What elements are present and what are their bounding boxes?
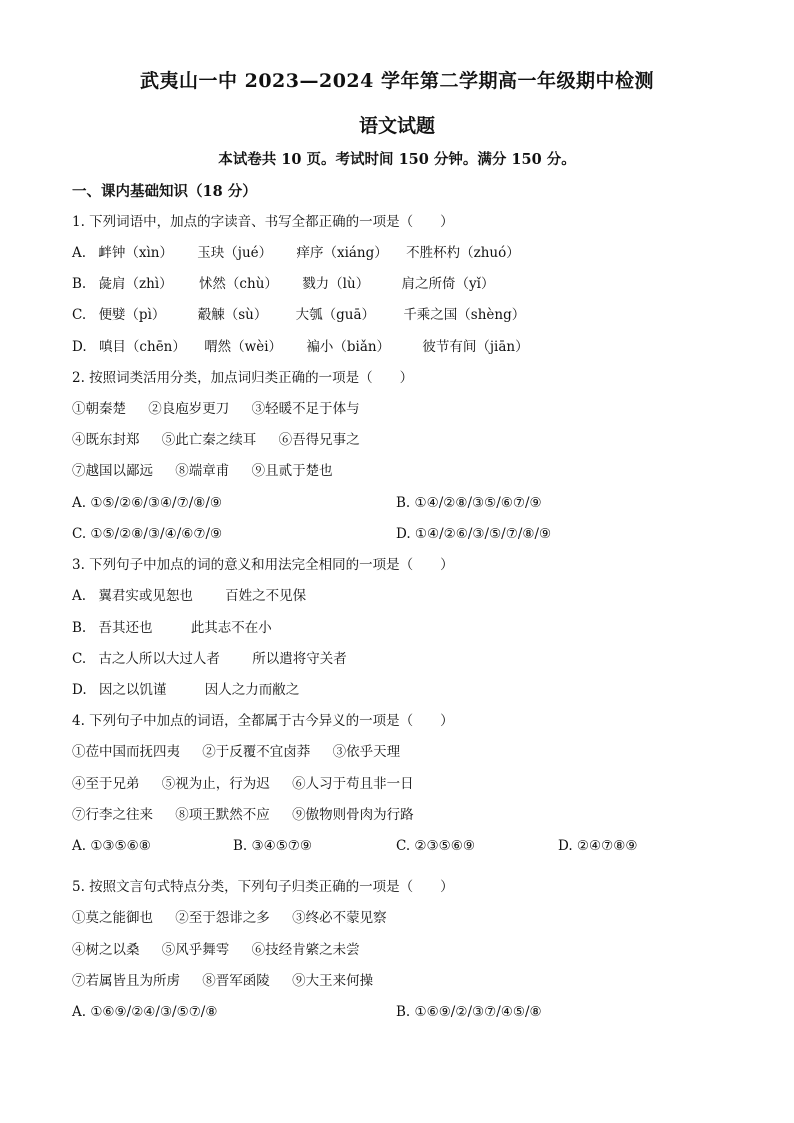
q4-option-b: B. ③④⑤⑦⑨ — [233, 838, 313, 854]
q4-row-1 — [72, 742, 400, 762]
sentence-item: ⑤此亡秦之续耳 — [161, 432, 257, 448]
sentence-item: ⑧端章甫 — [175, 463, 230, 479]
option-label: D. — [72, 682, 87, 698]
sentence-item: ③轻暖不足于体与 — [251, 401, 360, 417]
option-sentence: 吾其还也 — [98, 620, 153, 636]
option-item: 肩之所倚（yǐ） — [401, 276, 495, 292]
q5-row-1 — [72, 908, 387, 928]
q4-row-2 — [72, 774, 414, 794]
q1-option-d — [72, 337, 529, 357]
option-label: A. — [72, 588, 87, 604]
sentence-item: ⑦越国以鄙远 — [72, 463, 153, 479]
q2-row-2 — [72, 430, 360, 450]
section-heading: 一、课内基础知识（18 分） — [72, 183, 257, 200]
q4-stem: 4. 下列句子中加点的词语，全都属于古今异义的一项是（ ） — [72, 713, 454, 729]
sentence-item: ③依乎天理 — [332, 744, 401, 760]
q1-option-a — [72, 243, 520, 263]
q3-option-a — [72, 586, 306, 606]
sentence-item: ⑦行李之往来 — [72, 807, 153, 823]
sentence-item: ⑨且贰于楚也 — [251, 463, 333, 479]
q4-row-3 — [72, 805, 414, 825]
sentence-item: ②良庖岁更刀 — [148, 401, 230, 417]
option-item: 嗔目（chēn） — [98, 339, 186, 355]
q5-row-2 — [72, 940, 360, 960]
q2-option-a: A. ①⑤/②⑥/③④/⑦/⑧/⑨ — [72, 495, 222, 511]
q2-stem: 2. 按照词类活用分类，加点词归类正确的一项是（ ） — [72, 370, 414, 386]
option-label: B. — [72, 620, 87, 636]
option-item: 不胜杯杓（zhuó） — [406, 245, 520, 261]
q3-option-b — [72, 618, 272, 638]
sentence-item: ③终必不蒙见察 — [292, 910, 387, 926]
option-sentence: 百姓之不见保 — [225, 588, 307, 604]
option-item: 戮力（lù） — [302, 276, 370, 292]
q2-row-3 — [72, 461, 333, 481]
option-item: 褊小（biǎn） — [306, 339, 391, 355]
q1-option-b — [72, 274, 494, 294]
option-item: 彼节有间（jiān） — [422, 339, 529, 355]
sentence-item: ②于反覆不宜卤莽 — [202, 744, 311, 760]
q2-option-b: B. ①④/②⑧/③⑤/⑥⑦/⑨ — [396, 495, 542, 511]
q5-row-3 — [72, 971, 373, 991]
sentence-item: ④树之以桑 — [72, 942, 140, 958]
sentence-item: ⑥人习于苟且非一日 — [292, 776, 414, 792]
option-item: 彘肩（zhì） — [98, 276, 173, 292]
q1-stem: 1. 下列词语中，加点的字读音、书写全都正确的一项是（ ） — [72, 214, 454, 230]
option-label: D. — [72, 339, 87, 355]
option-sentence: 所以遣将守关者 — [252, 651, 347, 667]
exam-title: 武夷山一中 2023—2024 学年第二学期高一年级期中检测 — [140, 70, 654, 92]
option-sentence: 翼君实或见恕也 — [98, 588, 193, 604]
sentence-item: ⑨傲物则骨肉为行路 — [292, 807, 414, 823]
q2-row-1 — [72, 399, 360, 419]
option-item: 觳觫（sù） — [197, 307, 268, 323]
sentence-item: ⑤风乎舞雩 — [161, 942, 230, 958]
option-sentence: 因人之力而敝之 — [204, 682, 300, 698]
q3-stem: 3. 下列句子中加点的词的意义和用法完全相同的一项是（ ） — [72, 557, 454, 573]
sentence-item: ⑤视为止，行为迟 — [161, 776, 270, 792]
q4-option-c: C. ②③⑤⑥⑨ — [396, 838, 475, 854]
option-label: C. — [72, 307, 87, 323]
option-label: B. — [72, 276, 87, 292]
option-item: 玉玦（jué） — [197, 245, 273, 261]
sentence-item: ②至于怨诽之多 — [175, 910, 270, 926]
q3-option-c — [72, 649, 347, 669]
q2-option-c: C. ①⑤/②⑧/③/④/⑥⑦/⑨ — [72, 526, 223, 542]
sentence-item: ①莅中国而抚四夷 — [72, 744, 180, 760]
option-sentence: 因之以饥谨 — [98, 682, 167, 698]
sentence-item: ④至于兄弟 — [72, 776, 140, 792]
sentence-item: ④既东封郑 — [72, 432, 140, 448]
sentence-item: ⑥技经肯綮之未尝 — [251, 942, 360, 958]
sentence-item: ①朝秦楚 — [72, 401, 126, 417]
option-item: 怵然（chù） — [198, 276, 278, 292]
q3-option-d — [72, 680, 299, 700]
sentence-item: ⑧晋军函陵 — [202, 973, 270, 989]
q2-option-d: D. ①④/②⑥/③/⑤/⑦/⑧/⑨ — [396, 526, 552, 542]
exam-subtitle: 语文试题 — [358, 115, 435, 137]
option-item: 便嬖（pì） — [98, 307, 166, 323]
option-item: 千乘之国（shèng） — [403, 307, 526, 323]
sentence-item: ⑨大王来何操 — [292, 973, 374, 989]
option-sentence: 古之人所以大过人者 — [98, 651, 220, 667]
q5-stem: 5. 按照文言句式特点分类，下列句子归类正确的一项是（ ） — [72, 879, 454, 895]
exam-info: 本试卷共 10 页。考试时间 150 分钟。满分 150 分。 — [218, 151, 576, 168]
q4-option-a: A. ①③⑤⑥⑧ — [72, 838, 151, 854]
q5-option-a: A. ①⑥⑨/②④/③/⑤⑦/⑧ — [72, 1004, 218, 1020]
option-label: A. — [72, 245, 87, 261]
option-item: 痒序（xiáng） — [296, 245, 388, 261]
sentence-item: ①莫之能御也 — [72, 910, 153, 926]
q5-option-b: B. ①⑥⑨/②/③⑦/④⑤/⑧ — [396, 1004, 542, 1020]
q4-option-d: D. ②④⑦⑧⑨ — [558, 838, 638, 854]
option-item: 衅钟（xìn） — [98, 245, 173, 261]
option-item: 喟然（wèi） — [204, 339, 283, 355]
sentence-item: ⑦若属皆且为所虏 — [72, 973, 180, 989]
option-sentence: 此其志不在小 — [190, 620, 272, 636]
option-label: C. — [72, 651, 87, 667]
q1-option-c — [72, 305, 525, 325]
option-item: 大瓠（guā） — [295, 307, 376, 323]
sentence-item: ⑥吾得兄事之 — [278, 432, 360, 448]
sentence-item: ⑧项王默然不应 — [175, 807, 270, 823]
